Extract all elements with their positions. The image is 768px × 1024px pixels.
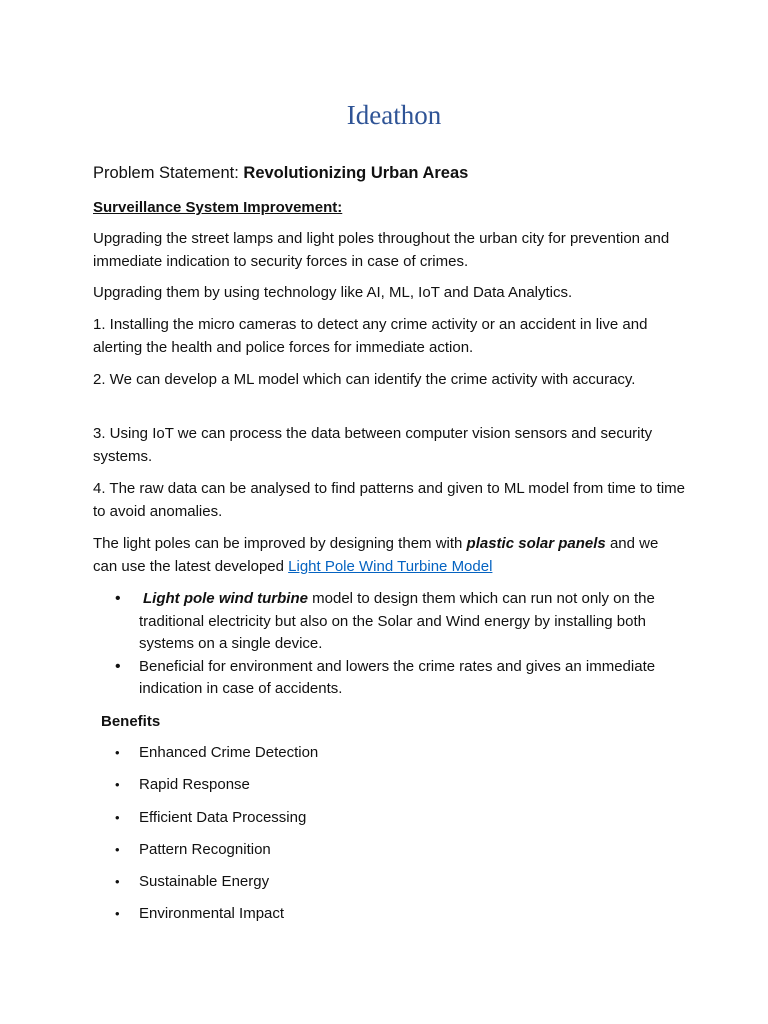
list-item: • Enhanced Crime Detection [93, 742, 318, 774]
list-item: • Rapid Response [93, 774, 318, 806]
turbine-emphasis: Light pole wind turbine [143, 590, 308, 607]
bullet-1-text: model to design them which can run not only on the traditional electricity but also on the Solar and Wind energy by installing both systems on a single device. [139, 590, 655, 652]
list-item: • Pattern Recognition [93, 839, 318, 871]
problem-label: Problem Statement: [93, 164, 244, 182]
list-item [93, 588, 673, 656]
paragraph-technology: Upgrading them by using technology like AI, ML, IoT and Data Analytics. [93, 284, 573, 301]
section-heading: Surveillance System Improvement: [93, 199, 343, 216]
point-2: 2. We can develop a ML model which can identify the crime activity with accuracy. [93, 371, 636, 388]
solar-emphasis: plastic solar panels [466, 535, 606, 552]
wind-turbine-link[interactable]: Light Pole Wind Turbine Model [288, 557, 493, 575]
solar-text-pre: The light poles can be improved by designing them with [93, 535, 467, 552]
paragraph-solar [93, 533, 673, 578]
point-1: 1. Installing the micro cameras to detect any crime activity or an accident in live and alerting the health and police forces for immediate action. [93, 316, 648, 356]
point-3: 3. Using IoT we can process the data between computer vision sensors and security systems. [93, 425, 653, 465]
paragraph-upgrading-lamps: Upgrading the street lamps and light poles throughout the urban city for prevention and immediate indication to security forces in case of crimes. [93, 230, 670, 270]
benefits-heading: Benefits [101, 713, 161, 730]
list-item: • Sustainable Energy [93, 871, 318, 903]
problem-value: Revolutionizing Urban Areas [243, 164, 469, 182]
benefits-list [93, 742, 318, 936]
document-title: Ideathon [346, 100, 442, 130]
problem-statement [93, 162, 693, 185]
list-item: • Beneficial for environment and lowers the crime rates and gives an immediate indication in case of accidents. [93, 656, 673, 701]
solar-text-mid: and we can use the latest developed [93, 535, 659, 575]
turbine-bullet-list [93, 588, 673, 701]
point-4: 4. The raw data can be analysed to find patterns and given to ML model from time to time to avoid anomalies. [93, 480, 685, 520]
list-item: • Efficient Data Processing [93, 807, 318, 839]
list-item: • Environmental Impact [93, 903, 318, 935]
